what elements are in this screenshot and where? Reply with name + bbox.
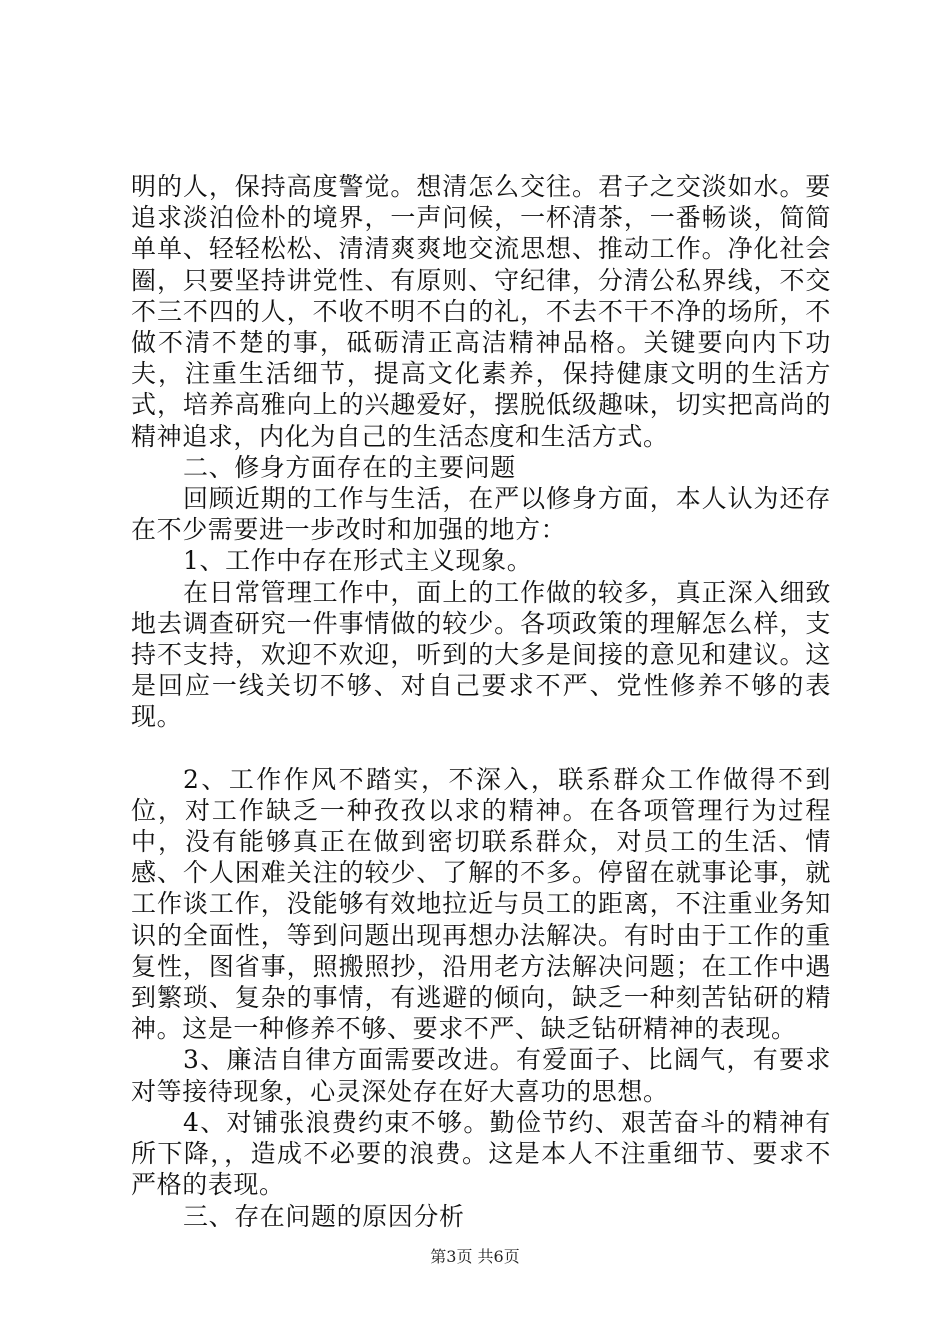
paragraph-item-4: 4、对铺张浪费约束不够。勤俭节约、艰苦奋斗的精神有所下降，，造成不必要的浪费。这是本人不注重细节、要求不严格的表现。 [131,1107,831,1200]
document-body [131,171,831,1232]
paragraph-review: 回顾近期的工作与生活，在严以修身方面，本人认为还存在不少需要进一步改时和加强的地方： [131,484,831,545]
page-number-footer: 第3页 共6页 [430,1247,520,1266]
paragraph-item-1: 在日常管理工作中，面上的工作做的较多，真正深入细致地去调查研究一件事情做的较少。各项政策的理解怎么样，支持不支持，欢迎不欢迎，听到的大多是间接的意见和建议。这是回应一线关切不够、对自己要求不严、党性修养不够的表现。 [131,577,831,732]
paragraph-item-3: 3、廉洁自律方面需要改进。有爱面子、比阔气，有要求对等接待现象，心灵深处存在好大喜功的思想。 [131,1045,831,1106]
section-heading-3: 三、存在问题的原因分析 [183,1201,465,1231]
paragraph-continued: 明的人，保持高度警觉。想清怎么交往。君子之交淡如水。要追求淡泊俭朴的境界，一声问候，一杯清茶，一番畅谈，简简单单、轻轻松松、清清爽爽地交流思想、推动工作。净化社会圈，只要坚持讲党性、有原则、守纪律，分清公私界线，不交不三不四的人，不收不明不白的礼，不去不干不净的场所，不做不清不楚的事，砥砺清正高洁精神品格。关键要向内下功夫，注重生活细节，提高文化素养，保持健康文明的生活方式，培养高雅向上的兴趣爱好，摆脱低级趣味，切实把高尚的精神追求，内化为自己的生活态度和生活方式。 [131,172,831,451]
item-heading-1: 1、工作中存在形式主义现象。 [183,546,533,576]
paragraph-item-2: 2、工作作风不踏实，不深入，联系群众工作做得不到位，对工作缺乏一种孜孜以求的精神。在各项管理行为过程中，没有能够真正在做到密切联系群众，对员工的生活、情感、个人困难关注的较少、了解的不多。停留在就事论事，就工作谈工作，没能够有效地拉近与员工的距离，不注重业务知识的全面性，等到问题出现再想办法解决。有时由于工作的重复性，图省事，照搬照抄，沿用老方法解决问题；在工作中遇到繁琐、复杂的事情，有逃避的倾向，缺乏一种刻苦钻研的精神。这是一种修养不够、要求不严、缺乏钻研精神的表现。 [131,764,831,1044]
section-heading-2: 二、修身方面存在的主要问题 [183,452,516,482]
